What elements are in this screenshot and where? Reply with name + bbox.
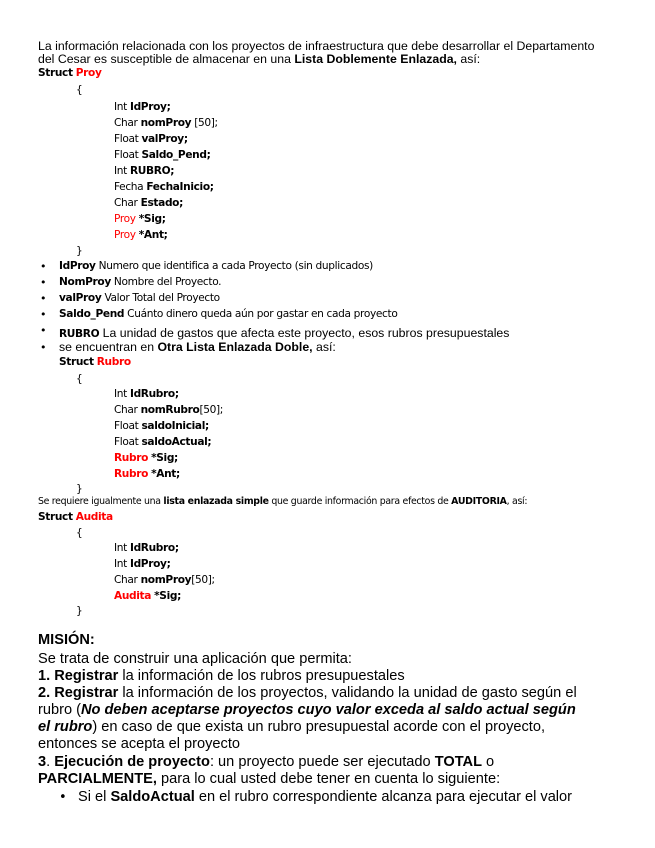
struct-audita-header: Struct Audita: [38, 511, 113, 523]
rubro-field-saldoinicial: Float saldoInicial;: [114, 420, 209, 432]
mision-heading: MISIÓN:: [38, 632, 95, 648]
list-item: • Si el SaldoActual en el rubro correspondiente alcanza para ejecutar el valor: [78, 789, 572, 806]
mision-item-2-line-4: entonces se acepta el proyecto: [38, 736, 241, 752]
intro-line-1: La información relacionada con los proyectos de infraestructura que debe desarrollar el Departamento: [38, 39, 595, 53]
proy-field-estado: Char Estado;: [114, 197, 183, 209]
mision-item-3-line-2: PARCIALMENTE, para lo cual usted debe tener en cuenta lo siguiente:: [38, 771, 501, 787]
proy-pointer-ant: Proy *Ant;: [114, 229, 168, 241]
proy-field-nomproy: Char nomProy [50];: [114, 117, 218, 129]
list-item: • valProy Valor Total del Proyecto: [59, 292, 220, 305]
list-item: • RUBRO La unidad de gastos que afecta este proyecto, esos rubros presupuestales: [59, 324, 509, 342]
mision-item-2-line-1: 2. Registrar la información de los proyectos, validando la unidad de gasto según el: [38, 685, 577, 701]
audita-field-idrubro: Int IdRubro;: [114, 542, 179, 554]
mision-item-2-line-3: el rubro) en caso de que exista un rubro presupuestal acorde con el proyecto,: [38, 719, 546, 735]
list-item: • IdProy Numero que identifica a cada Proyecto (sin duplicados): [59, 260, 373, 273]
proy-pointer-sig: Proy *Sig;: [114, 213, 166, 225]
list-item: • Saldo_Pend Cuánto dinero queda aún por gastar en cada proyecto: [59, 308, 397, 321]
proy-field-fechainicio: Fecha FechaInicio;: [114, 181, 214, 193]
struct-proy-open-brace: {: [76, 84, 83, 96]
proy-field-idproy: Int IdProy;: [114, 101, 171, 113]
proy-field-saldo-pend: Float Saldo_Pend;: [114, 149, 211, 161]
rubro-pointer-sig: Rubro *Sig;: [114, 452, 178, 464]
mision-item-3-line-1: 3. Ejecución de proyecto: un proyecto puede ser ejecutado TOTAL o: [38, 754, 495, 770]
audita-field-idproy: Int IdProy;: [114, 558, 171, 570]
list-item: • NomProy Nombre del Proyecto.: [59, 276, 221, 289]
struct-rubro-open-brace: {: [76, 373, 83, 385]
rubro-field-saldoactual: Float saldoActual;: [114, 436, 212, 448]
intro-line-2: del Cesar es susceptible de almacenar en una Lista Doblemente Enlazada, así:: [38, 52, 481, 66]
mision-intro: Se trata de construir una aplicación que permita:: [38, 651, 352, 667]
mision-item-1: 1. Registrar la información de los rubros presupuestales: [38, 668, 405, 684]
struct-audita-open-brace: {: [76, 527, 83, 539]
rubro-field-nomrubro: Char nomRubro[50];: [114, 404, 224, 416]
auditoria-note: Se requiere igualmente una lista enlazada simple que guarde información para efectos de AUDITORIA, así:: [38, 496, 528, 507]
list-item: • se encuentran en Otra Lista Enlazada Doble, así:: [59, 341, 336, 354]
mision-item-2-line-2: rubro (No deben aceptarse proyectos cuyo valor exceda al saldo actual según: [38, 702, 576, 718]
struct-audita-close-brace: }: [76, 605, 83, 617]
audita-field-nomproy: Char nomProy[50];: [114, 574, 215, 586]
audita-pointer-sig: Audita *Sig;: [114, 590, 181, 602]
proy-field-rubro: Int RUBRO;: [114, 165, 175, 177]
rubro-pointer-ant: Rubro *Ant;: [114, 468, 180, 480]
struct-rubro-header: Struct Rubro: [59, 356, 131, 368]
struct-proy-close-brace: }: [76, 245, 83, 257]
rubro-field-idrubro: Int IdRubro;: [114, 388, 179, 400]
struct-proy-header: Struct Proy: [38, 67, 102, 79]
struct-rubro-close-brace: }: [76, 483, 83, 495]
proy-field-valproy: Float valProy;: [114, 133, 188, 145]
